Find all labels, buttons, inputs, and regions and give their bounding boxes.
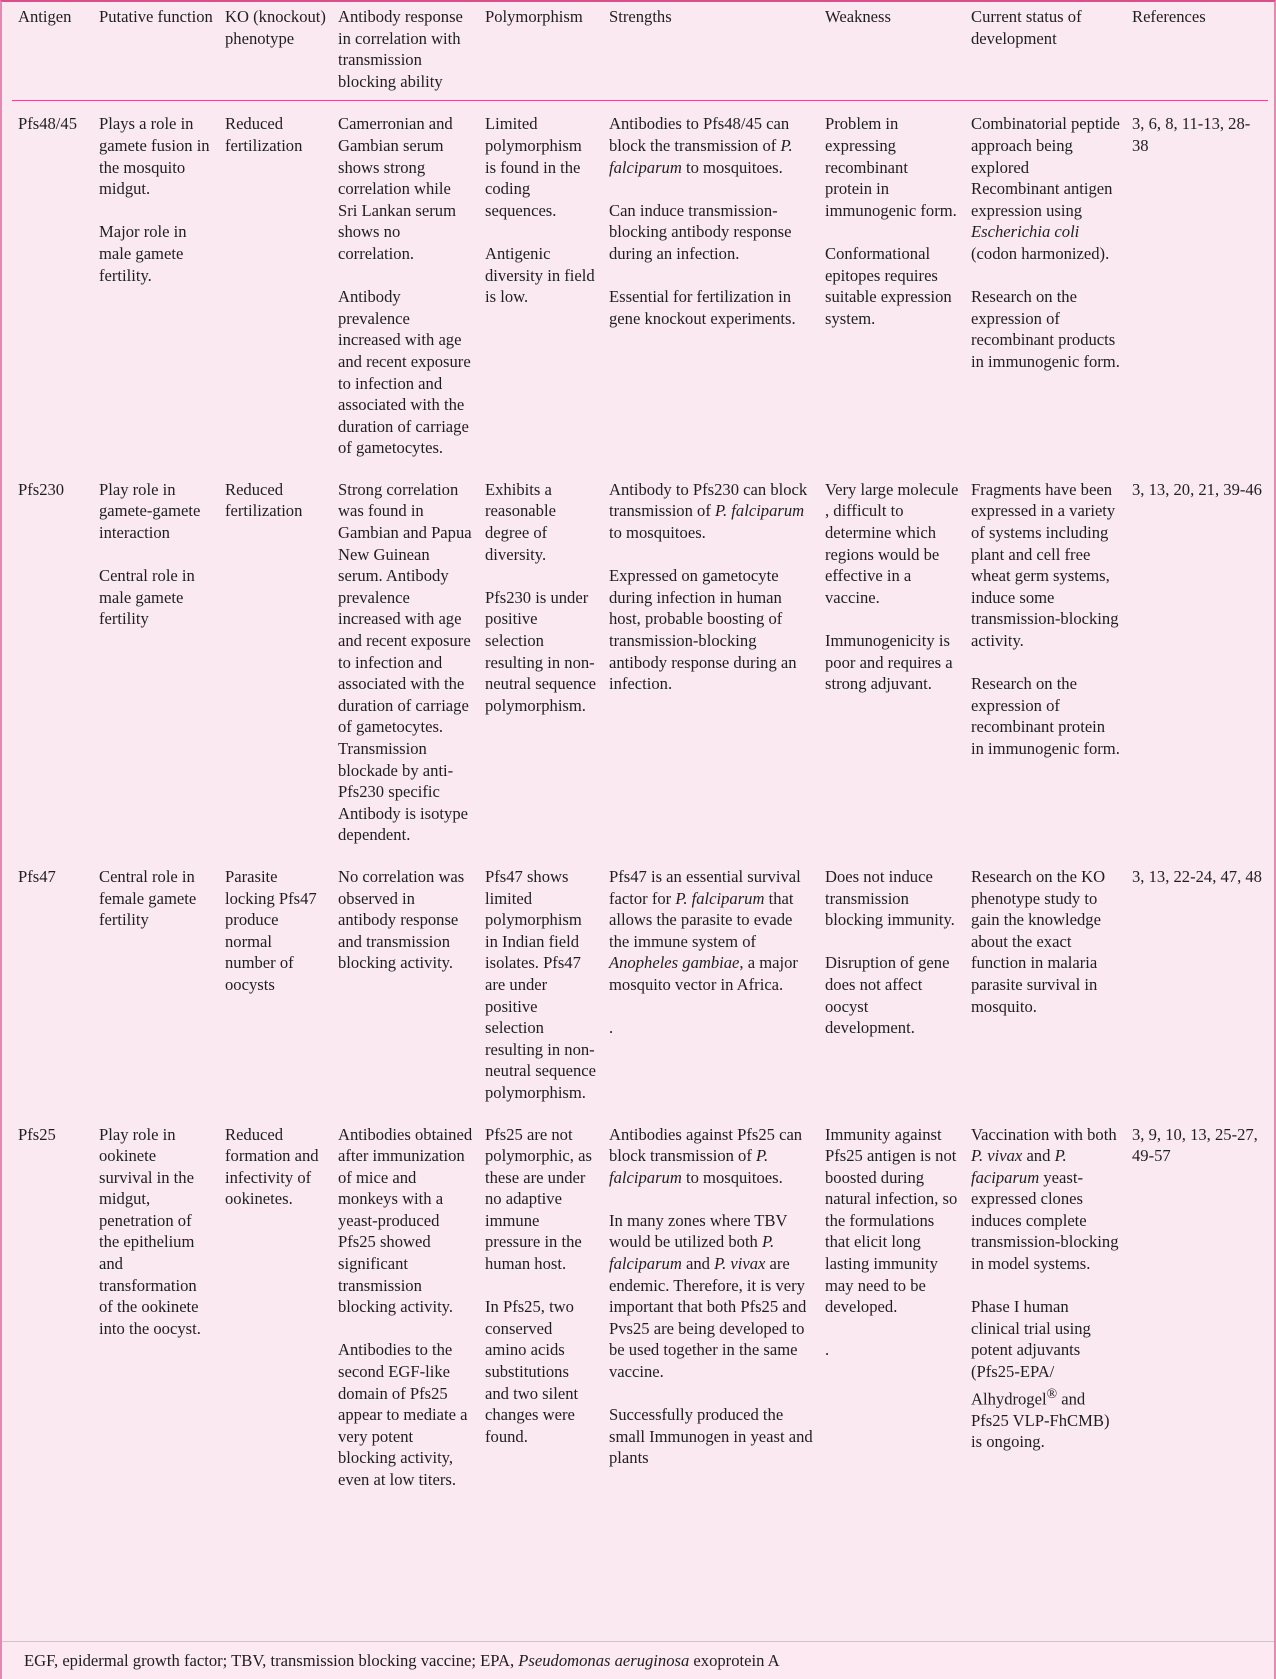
- cell-paragraph: Research on the expression of recombinant products in immunogenic form.: [971, 287, 1120, 371]
- cell-paragraph: Antibodies to Pfs48/45 can block the transmission of P. falciparum to mosquitoes.: [609, 114, 793, 177]
- cell-paragraph: Antibodies against Pfs25 can block transmission of P. falciparum to mosquitoes.: [609, 1124, 803, 1187]
- cell-paragraph: Exhibits a reasonable degree of diversity.: [485, 479, 556, 564]
- cell-paragraph: Parasite locking Pfs47 produce normal number of oocysts: [225, 866, 317, 994]
- cell-paragraph: In Pfs25, two conserved amino acids substitutions and two silent changes were found.: [485, 1297, 579, 1446]
- cell-paragraph: Very large molecule , difficult to determine which regions would be effective in a vaccine.: [825, 479, 959, 607]
- cell-references: 3, 13, 22-24, 47, 48: [1132, 866, 1262, 886]
- table-row: [12, 101, 1268, 467]
- cell-development-status: [965, 1112, 1126, 1499]
- table-row: [12, 854, 1268, 1112]
- antigen-comparison-table: [12, 2, 1268, 1499]
- cell-ko-phenotype: [219, 101, 332, 467]
- cell-strengths: [603, 101, 819, 467]
- header-weakness: Weakness: [819, 2, 965, 101]
- cell-paragraph: Limited polymorphism is found in the coding sequences.: [485, 114, 582, 220]
- table-body: [12, 101, 1268, 1499]
- cell-polymorphism: [479, 854, 603, 1112]
- cell-references: 3, 9, 10, 13, 25-27, 49-57: [1132, 1124, 1258, 1166]
- table-row: [12, 467, 1268, 854]
- cell-development-status: [965, 467, 1126, 854]
- cell-paragraph: Pfs230 is under positive selection resulting in non-neutral sequence polymorphism.: [485, 587, 597, 715]
- cell-paragraph: Camerronian and Gambian serum shows strong correlation while Sri Lankan serum shows no correlation.: [338, 114, 456, 263]
- cell-paragraph: Antigenic diversity in field is low.: [485, 243, 595, 307]
- cell-paragraph: Pfs47 shows limited polymorphism in Indian field isolates. Pfs47 are under positive selection resulting in non-neutral sequence polymorphism.: [485, 866, 597, 1102]
- cell-development-status: [965, 854, 1126, 1112]
- cell-ko-phenotype: [219, 854, 332, 1112]
- cell-paragraph: Reduced fertilization: [225, 479, 303, 521]
- cell-paragraph: Reduced formation and infectivity of ookinetes.: [225, 1124, 319, 1209]
- cell-paragraph: Fragments have been expressed in a variety of systems including plant and cell free wheat germ systems, induce some transmission-blocking activity.: [971, 479, 1119, 651]
- cell-paragraph: Combinatorial peptide approach being explored Recombinant antigen expression using Escherichia coli (codon harmonized).: [971, 114, 1120, 263]
- cell-paragraph: Can induce transmission-blocking antibody response during an infection.: [609, 200, 792, 263]
- cell-paragraph: .: [825, 1340, 830, 1360]
- cell-paragraph: Problem in expressing recombinant protein in immunogenic form.: [825, 114, 957, 220]
- cell-polymorphism: [479, 1112, 603, 1499]
- cell-references: 3, 6, 8, 11-13, 28-38: [1132, 114, 1251, 155]
- cell-paragraph: Research on the KO phenotype study to gain the knowledge about the exact function in malaria parasite survival in mosquito.: [971, 866, 1106, 1016]
- header-antigen: Antigen: [12, 2, 93, 101]
- cell-paragraph: Plays a role in gamete fusion in the mosquito midgut.: [99, 114, 210, 199]
- cell-putative-function: [93, 854, 219, 1112]
- cell-antibody-response: [332, 101, 479, 467]
- cell-weakness: [819, 101, 965, 467]
- cell-paragraph: Pfs25 are not polymorphic, as these are under no adaptive immune pressure in the human host.: [485, 1124, 592, 1274]
- header-polymorphism: Polymorphism: [479, 2, 603, 101]
- cell-antibody-response: [332, 854, 479, 1112]
- cell-paragraph: Disruption of gene does not affect oocyst development.: [825, 953, 950, 1038]
- cell-paragraph: Central role in female gamete fertility: [99, 866, 197, 930]
- cell-paragraph: Expressed on gametocyte during infection in human host, probable boosting of transmission-blocking antibody response during an infection.: [609, 566, 797, 694]
- cell-polymorphism: [479, 467, 603, 854]
- cell-paragraph: Antibody to Pfs230 can block transmission of P. falciparum to mosquitoes.: [609, 479, 808, 543]
- cell-weakness: [819, 467, 965, 854]
- cell-putative-function: [93, 467, 219, 854]
- cell-paragraph: Antibodies obtained after immunization of mice and monkeys with a yeast-produced Pfs25 showed significant transmission blocking activity.: [338, 1124, 473, 1317]
- table-row: [12, 1112, 1268, 1499]
- cell-development-status: [965, 101, 1126, 467]
- cell-antigen: Pfs48/45: [18, 114, 78, 134]
- table-footnote: EGF, epidermal growth factor; TBV, transmission blocking vaccine; EPA, Pseudomonas aeruginosa exoprotein A: [2, 1641, 1274, 1679]
- cell-antibody-response: [332, 467, 479, 854]
- cell-paragraph: .: [609, 1018, 614, 1038]
- cell-references: 3, 13, 20, 21, 39-46: [1132, 479, 1262, 499]
- cell-putative-function: [93, 101, 219, 467]
- cell-paragraph: Conformational epitopes requires suitable expression system.: [825, 243, 952, 328]
- cell-strengths: [603, 854, 819, 1112]
- cell-paragraph: Pfs47 is an essential survival factor for P. falciparum that allows the parasite to evade the immune system of Anopheles gambiae, a major mosquito vector in Africa.: [609, 866, 801, 994]
- cell-ko-phenotype: [219, 467, 332, 854]
- cell-paragraph: Essential for fertilization in gene knockout experiments.: [609, 287, 796, 328]
- table-header-row: [12, 2, 1268, 101]
- cell-putative-function: [93, 1112, 219, 1499]
- cell-paragraph: Central role in male gamete fertility: [99, 566, 195, 629]
- cell-weakness: [819, 854, 965, 1112]
- cell-paragraph: Does not induce transmission blocking immunity.: [825, 866, 955, 930]
- cell-paragraph: Immunogenicity is poor and requires a strong adjuvant.: [825, 631, 953, 694]
- header-putative-function: Putative function: [93, 2, 219, 101]
- cell-antigen: Pfs25: [18, 1124, 56, 1144]
- cell-ko-phenotype: [219, 1112, 332, 1499]
- cell-antigen: Pfs230: [18, 479, 65, 499]
- cell-paragraph: Antibody prevalence increased with age and recent exposure to infection and associated with the duration of carriage of gametocytes.: [338, 287, 471, 458]
- cell-strengths: [603, 1112, 819, 1499]
- cell-paragraph: Research on the expression of recombinant protein in immunogenic form.: [971, 674, 1120, 758]
- cell-weakness: [819, 1112, 965, 1499]
- cell-paragraph: Successfully produced the small Immunogen in yeast and plants: [609, 1405, 813, 1468]
- cell-paragraph: Play role in ookinete survival in the midgut, penetration of the epithelium and transformation of the ookinete into the oocyst.: [99, 1124, 201, 1338]
- cell-polymorphism: [479, 101, 603, 467]
- cell-paragraph: Immunity against Pfs25 antigen is not boosted during natural infection, so the formulations that elicit long lasting immunity may need to be developed.: [825, 1124, 958, 1317]
- cell-paragraph: Major role in male gamete fertility.: [99, 222, 187, 285]
- cell-antigen: Pfs47: [18, 866, 56, 886]
- header-strengths: Strengths: [603, 2, 819, 101]
- cell-paragraph: Reduced fertilization: [225, 114, 303, 155]
- cell-strengths: [603, 467, 819, 854]
- cell-antibody-response: [332, 1112, 479, 1499]
- header-antibody-response: Antibody response in correlation with transmission blocking ability: [332, 2, 479, 101]
- cell-paragraph: Antibodies to the second EGF-like domain of Pfs25 appear to mediate a very potent blocking activity, even at low titers.: [338, 1340, 468, 1489]
- cell-paragraph: Play role in gamete-gamete interaction: [99, 479, 201, 543]
- cell-paragraph: Strong correlation was found in Gambian and Papua New Guinean serum. Antibody prevalence increased with age and recent exposure to infection and associated with the duration of carriage of gametocytes. Transmission blockade by anti-Pfs230 specific Antibody is isotype dependent.: [338, 479, 472, 845]
- cell-paragraph: No correlation was observed in antibody response and transmission blocking activity.: [338, 866, 465, 973]
- header-development-status: Current status of development: [965, 2, 1126, 101]
- cell-paragraph: Vaccination with both P. vivax and P. faciparum yeast-expressed clones induces complete transmission-blocking in model systems.: [971, 1124, 1119, 1274]
- cell-paragraph: In many zones where TBV would be utilized both P. falciparum and P. vivax are endemic. Therefore, it is very important that both Pfs25 and Pvs25 are being developed to be used together in the same vaccine.: [609, 1210, 807, 1382]
- header-references: References: [1126, 2, 1268, 101]
- cell-paragraph: Phase I human clinical trial using potent adjuvants (Pfs25-EPA/ Alhydrogel® and Pfs25 VLP-FhCMB) is ongoing.: [971, 1297, 1110, 1452]
- header-ko-phenotype: KO (knockout) phenotype: [219, 2, 332, 101]
